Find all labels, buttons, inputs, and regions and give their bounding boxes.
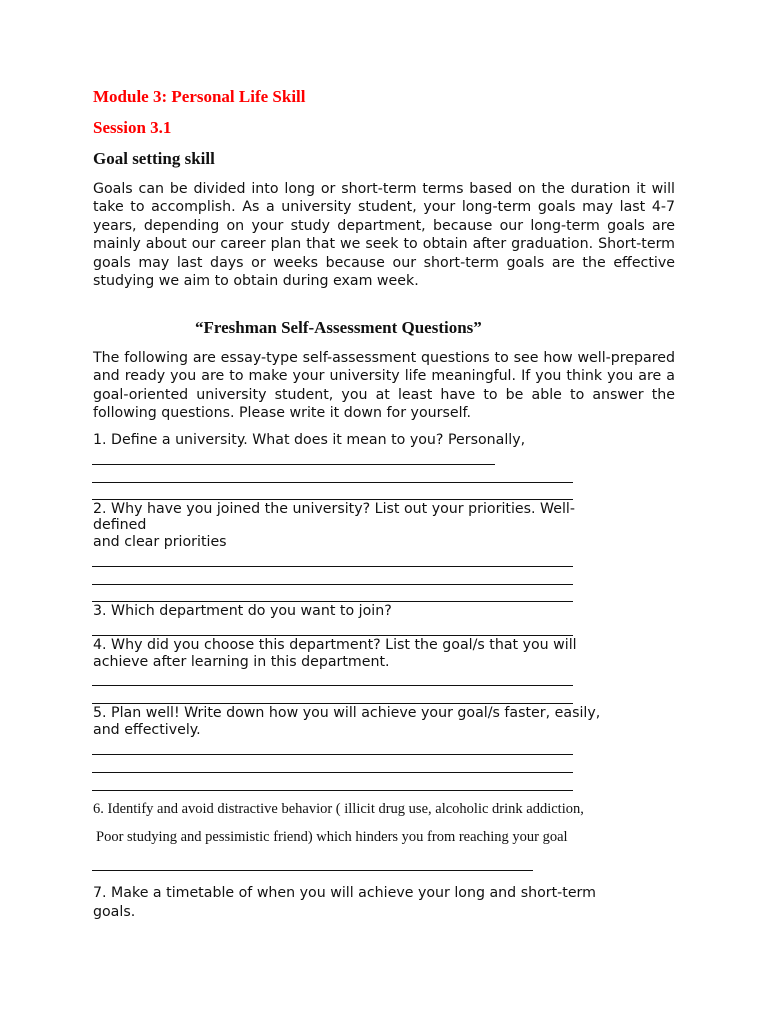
assessment-title: “Freshman Self-Assessment Questions”	[195, 318, 482, 337]
session-title: Session 3.1	[93, 118, 172, 137]
answer-line	[92, 584, 573, 585]
answer-line	[92, 754, 573, 755]
answer-line	[92, 685, 573, 686]
question-5-line-2: and effectively.	[93, 722, 201, 738]
answer-line	[92, 566, 573, 567]
answer-line	[92, 499, 573, 500]
question-7-line-2: goals.	[93, 904, 136, 920]
question-3: 3. Which department do you want to join?	[93, 603, 392, 619]
question-1: 1. Define a university. What does it mean to you? Personally,	[93, 432, 526, 448]
answer-line	[92, 601, 573, 602]
question-2-line-3: and clear priorities	[93, 534, 227, 550]
question-7-line-1: 7. Make a timetable of when you will achieve your long and short-term	[93, 885, 596, 901]
answer-line	[92, 790, 573, 791]
question-5-line-1: 5. Plan well! Write down how you will achieve your goal/s faster, easily,	[93, 705, 601, 721]
question-4-line-1: 4. Why did you choose this department? List the goal/s that you will	[93, 637, 577, 653]
assessment-intro: The following are essay-type self-assessment questions to see how well-prepared and ready you are to make your university life meaningful. If you think you are a goal-oriented university student, you at least have to be able to answer the following questions. Please write it down for yourself.	[93, 350, 675, 422]
question-2-line-1: 2. Why have you joined the university? List out your priorities. Well-	[93, 501, 575, 517]
answer-line	[92, 772, 573, 773]
intro-paragraph: Goals can be divided into long or short-term terms based on the duration it will take to accomplish. As a university student, your long-term goals may last 4-7 years, depending on your study department, because our long-term goals are mainly about our career plan that we seek to obtain after graduation. Short-term goals may last days or weeks because our short-term goals are the effective studying we aim to obtain during exam week.	[93, 181, 675, 290]
answer-line	[92, 464, 495, 465]
answer-line	[92, 635, 573, 636]
question-4-line-2: achieve after learning in this department.	[93, 654, 390, 670]
answer-line	[92, 870, 533, 871]
answer-line	[92, 482, 573, 483]
question-6-line-2: Poor studying and pessimistic friend) which hinders you from reaching your goal	[96, 829, 568, 845]
module-title: Module 3: Personal Life Skill	[93, 87, 306, 106]
section-title: Goal setting skill	[93, 149, 215, 168]
question-6-line-1: 6. Identify and avoid distractive behavior ( illicit drug use, alcoholic drink addiction,	[93, 801, 584, 817]
question-2-line-2: defined	[93, 517, 147, 533]
answer-line	[92, 703, 573, 704]
